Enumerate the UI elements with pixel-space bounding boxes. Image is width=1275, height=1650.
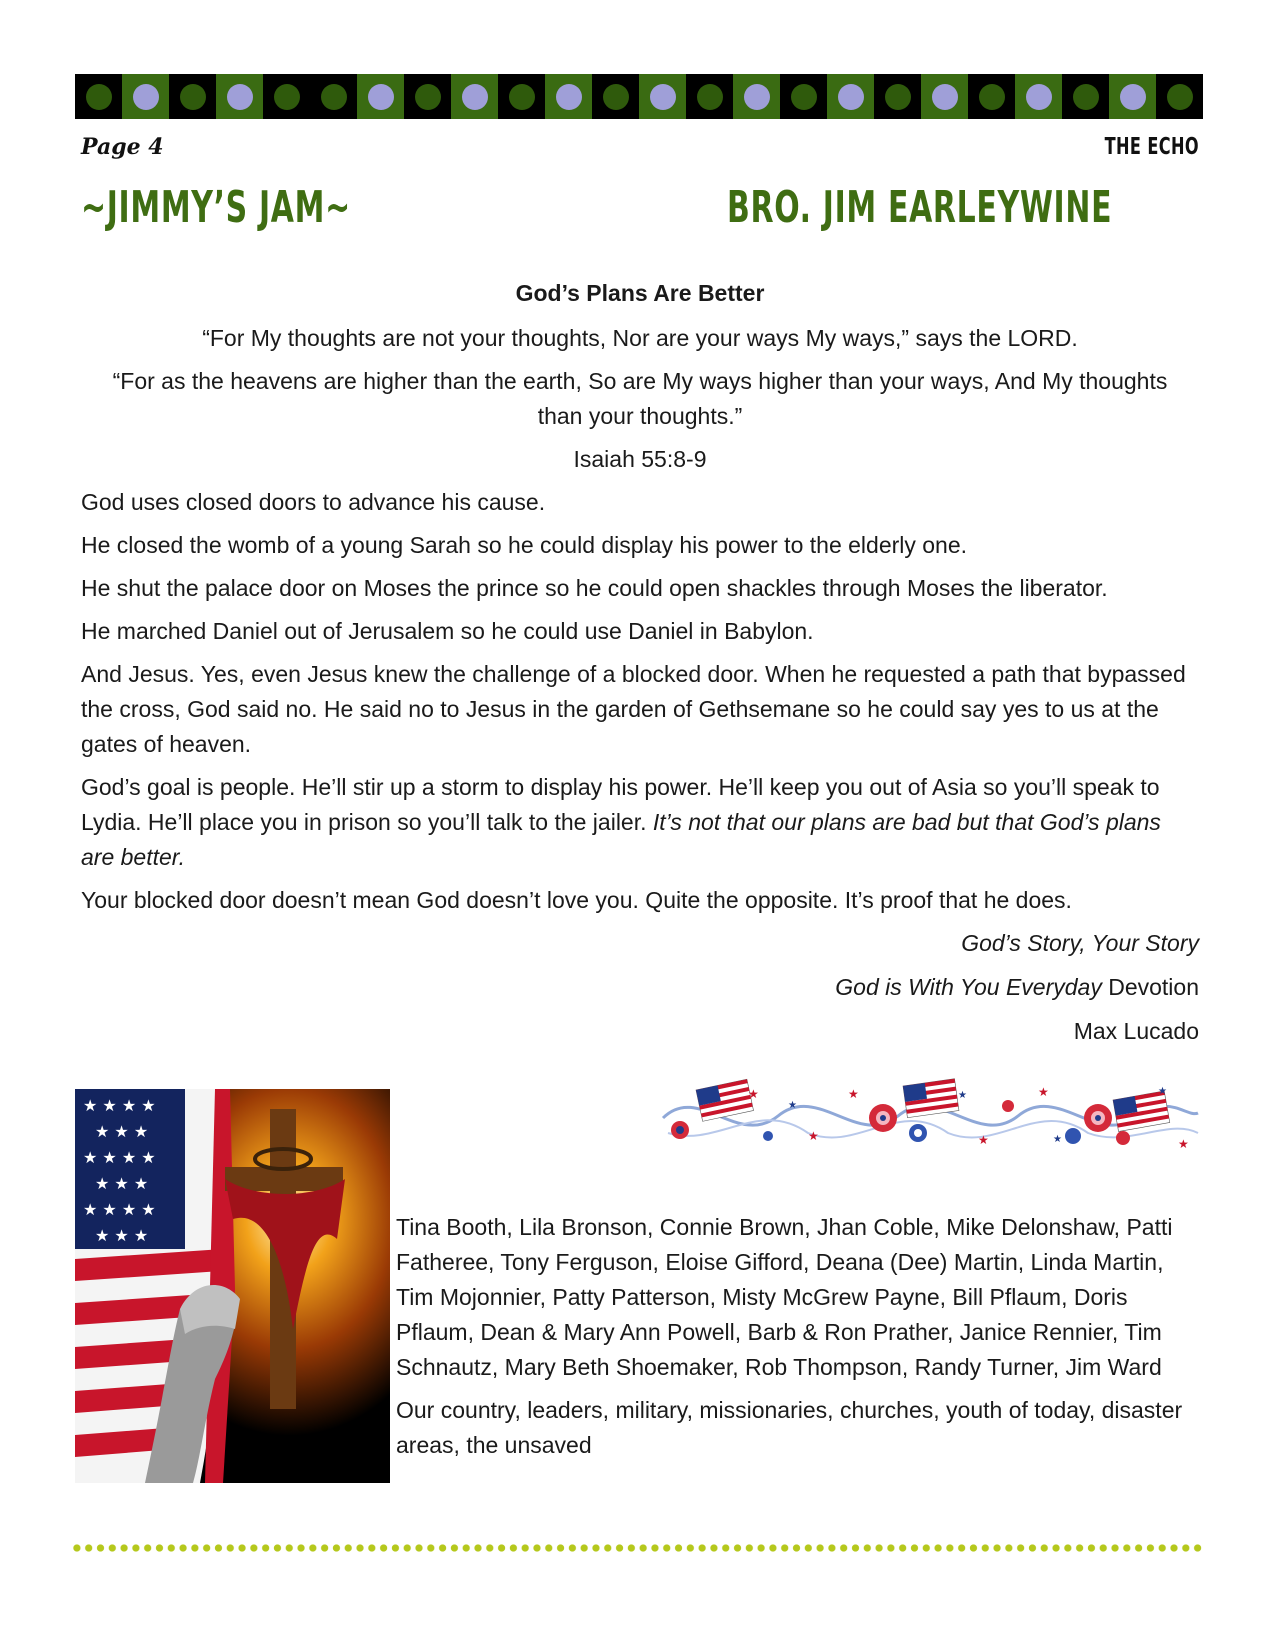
band-cell xyxy=(498,74,545,119)
prayer-names: Tina Booth, Lila Bronson, Connie Brown, Jhan Coble, Mike Delonshaw, Patti Fatheree, Tony Ferguson, Eloise Gifford, Deana (Dee) Martin, Linda Martin, Tim Mojonnier, Patty Patterson, Misty McGrew Payne, Bill Pflaum, Doris Pflaum, Dean & Mary Ann Powell, Barb & Ron Prather, Janice Rennier, Tim Schnautz, Mary Beth Shoemaker, Rob Thompson, Randy Turner, Jim Ward xyxy=(396,1214,1173,1380)
paragraph-text: God’s goal is people. He’ll stir up a storm to display his power. He’ll keep you out of Asia so you’ll speak to Lydia. He’ll place you in prison so you’ll talk to the jailer. xyxy=(81,774,1160,835)
band-cell xyxy=(169,74,216,119)
band-cell xyxy=(874,74,921,119)
article-paragraph: He closed the womb of a young Sarah so he could display his power to the elderly one. xyxy=(81,532,968,558)
band-dot xyxy=(462,84,488,110)
band-dot xyxy=(1026,84,1052,110)
band-dot xyxy=(415,84,441,110)
band-cell xyxy=(404,74,451,119)
svg-text:★: ★ xyxy=(1178,1137,1189,1151)
band-dot xyxy=(932,84,958,110)
article-paragraph: Your blocked door doesn’t mean God doesn’t love you. Quite the opposite. It’s proof that he does. xyxy=(81,887,1072,913)
band-dot xyxy=(885,84,911,110)
svg-text:★: ★ xyxy=(788,1100,797,1111)
svg-text:★: ★ xyxy=(1158,1086,1167,1097)
paragraph-emphasis: It’s not that our plans are bad but that God’s plans are better. xyxy=(81,809,1161,870)
svg-text:★ ★ ★: ★ ★ ★ xyxy=(95,1122,149,1141)
band-cell xyxy=(592,74,639,119)
band-cell xyxy=(75,74,122,119)
flag-and-cross-photo xyxy=(75,1089,390,1483)
band-cell xyxy=(1015,74,1062,119)
source-devotion-title: God is With You Everyday xyxy=(835,974,1102,1000)
band-dot xyxy=(791,84,817,110)
band-cell xyxy=(921,74,968,119)
band-dot xyxy=(979,84,1005,110)
band-cell xyxy=(357,74,404,119)
column-title: ~JIMMY’S JAM~ xyxy=(81,182,351,233)
source-book xyxy=(81,926,1199,961)
band-cell xyxy=(122,74,169,119)
band-dot xyxy=(838,84,864,110)
band-cell xyxy=(733,74,780,119)
patriotic-flag-floral-banner xyxy=(658,1078,1202,1153)
band-cell xyxy=(216,74,263,119)
band-cell xyxy=(686,74,733,119)
source-book-title: God’s Story, Your Story xyxy=(961,930,1199,956)
svg-text:★: ★ xyxy=(978,1133,989,1147)
article-paragraph: He shut the palace door on Moses the prince so he could open shackles through Moses the liberator. xyxy=(81,575,1108,601)
band-dot xyxy=(227,84,253,110)
scripture-verse-2: “For as the heavens are higher than the earth, So are My ways higher than your ways, And My thoughts than your thoughts.” xyxy=(112,368,1168,429)
svg-text:★ ★ ★ ★: ★ ★ ★ ★ xyxy=(83,1148,156,1167)
band-dot xyxy=(321,84,347,110)
band-dot xyxy=(1120,84,1146,110)
band-dot xyxy=(744,84,770,110)
band-cell xyxy=(263,74,310,119)
article-paragraph: And Jesus. Yes, even Jesus knew the challenge of a blocked door. When he requested a path that bypassed the cross, God said no. He said no to Jesus in the garden of Gethsemane so he could say yes to us at the gates of heaven. xyxy=(81,661,1186,757)
page-number: Page 4 xyxy=(81,134,164,160)
header-pattern-band xyxy=(75,74,1203,119)
band-dot xyxy=(86,84,112,110)
band-cell xyxy=(827,74,874,119)
band-cell xyxy=(310,74,357,119)
svg-text:★: ★ xyxy=(808,1129,819,1143)
band-cell xyxy=(968,74,1015,119)
band-dot xyxy=(1073,84,1099,110)
svg-text:★: ★ xyxy=(958,1090,967,1101)
band-dot xyxy=(180,84,206,110)
source-devotion xyxy=(81,970,1199,1005)
band-cell xyxy=(780,74,827,119)
band-cell xyxy=(1109,74,1156,119)
prayer-list xyxy=(396,1210,1196,1471)
article xyxy=(81,276,1199,1058)
band-dot xyxy=(368,84,394,110)
source-devotion-suffix: Devotion xyxy=(1108,974,1199,1000)
newsletter-name: THE ECHO xyxy=(1104,134,1199,160)
footer-dotted-rule xyxy=(71,1543,1203,1553)
column-author: BRO. JIM EARLEYWINE xyxy=(727,182,1113,233)
article-paragraph: He marched Daniel out of Jerusalem so he could use Daniel in Babylon. xyxy=(81,618,814,644)
band-cell xyxy=(545,74,592,119)
band-dot xyxy=(1167,84,1193,110)
svg-text:★: ★ xyxy=(848,1087,859,1101)
svg-text:★ ★ ★ ★: ★ ★ ★ ★ xyxy=(83,1096,156,1115)
band-dot xyxy=(603,84,629,110)
band-dot xyxy=(274,84,300,110)
prayer-causes: Our country, leaders, military, missionaries, churches, youth of today, disaster areas, the unsaved xyxy=(396,1397,1183,1458)
svg-text:★ ★ ★: ★ ★ ★ xyxy=(95,1174,149,1193)
svg-text:★: ★ xyxy=(748,1087,759,1101)
band-cell xyxy=(1062,74,1109,119)
svg-text:★ ★ ★ ★: ★ ★ ★ ★ xyxy=(83,1200,156,1219)
band-dot xyxy=(509,84,535,110)
article-paragraph: God uses closed doors to advance his cause. xyxy=(81,489,546,515)
article-heading: God’s Plans Are Better xyxy=(515,280,765,306)
band-cell xyxy=(451,74,498,119)
band-dot xyxy=(133,84,159,110)
band-cell xyxy=(1156,74,1203,119)
scripture-reference: Isaiah 55:8-9 xyxy=(573,446,707,472)
svg-text:★ ★ ★: ★ ★ ★ xyxy=(95,1226,149,1245)
source-author: Max Lucado xyxy=(1073,1018,1199,1044)
band-cell xyxy=(639,74,686,119)
band-dot xyxy=(556,84,582,110)
scripture-verse-1: “For My thoughts are not your thoughts, Nor are your ways My ways,” says the LORD. xyxy=(202,325,1078,351)
band-dot xyxy=(650,84,676,110)
svg-text:★: ★ xyxy=(1038,1085,1049,1099)
band-dot xyxy=(697,84,723,110)
svg-text:★: ★ xyxy=(1053,1134,1062,1145)
article-paragraph xyxy=(81,770,1199,875)
